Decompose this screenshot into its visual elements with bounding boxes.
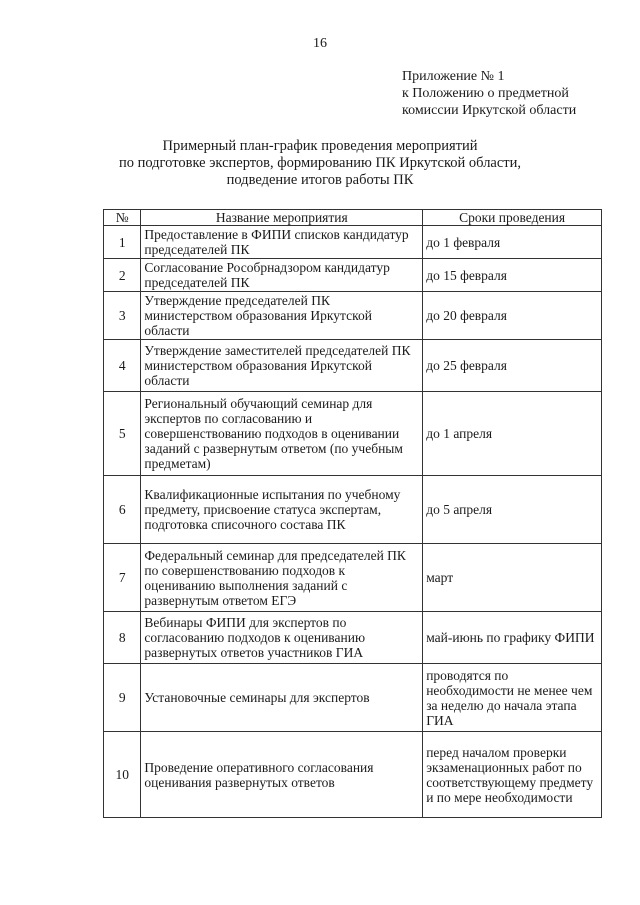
row-num: 4 xyxy=(104,340,141,392)
table-row xyxy=(104,664,602,732)
table-row xyxy=(104,392,602,476)
row-name: Установочные семинары для экспертов xyxy=(141,664,423,732)
table-row xyxy=(104,544,602,612)
row-name: Федеральный семинар для председателей ПК по совершенствованию подходов к оцениванию выполнения заданий с развернутым ответом ЕГЭ xyxy=(141,544,423,612)
row-num: 8 xyxy=(104,612,141,664)
row-deadline: до 1 февраля xyxy=(423,226,602,259)
header-name: Название мероприятия xyxy=(141,210,423,226)
row-name: Вебинары ФИПИ для экспертов по согласованию подходов к оцениванию развернутых ответов участников ГИА xyxy=(141,612,423,664)
appendix-note xyxy=(402,68,576,119)
row-deadline: до 1 апреля xyxy=(423,392,602,476)
appendix-line: к Положению о предметной xyxy=(402,86,569,101)
row-deadline: проводятся по необходимости не менее чем за неделю до начала этапа ГИА xyxy=(423,664,602,732)
table-row xyxy=(104,226,602,259)
table-row xyxy=(104,476,602,544)
page-number: 16 xyxy=(313,36,327,51)
schedule-table xyxy=(103,209,602,818)
row-name: Региональный обучающий семинар для экспертов по согласованию и совершенствованию подходов в оценивании заданий с развернутым ответом (по учебным предметам) xyxy=(141,392,423,476)
appendix-line: Приложение № 1 xyxy=(402,69,505,84)
table-row xyxy=(104,259,602,292)
row-deadline: до 15 февраля xyxy=(423,259,602,292)
row-deadline: до 25 февраля xyxy=(423,340,602,392)
row-deadline: май-июнь по графику ФИПИ xyxy=(423,612,602,664)
row-name: Утверждение заместителей председателей ПК министерством образования Иркутской области xyxy=(141,340,423,392)
title-line: подведение итогов работы ПК xyxy=(226,172,414,188)
table-row xyxy=(104,340,602,392)
row-deadline: март xyxy=(423,544,602,612)
row-num: 10 xyxy=(104,732,141,818)
row-num: 9 xyxy=(104,664,141,732)
title-line: Примерный план-график проведения мероприятий xyxy=(162,138,478,154)
header-deadline: Сроки проведения xyxy=(423,210,602,226)
row-name: Квалификационные испытания по учебному предмету, присвоение статуса экспертам, подготовка списочного состава ПК xyxy=(141,476,423,544)
document-title xyxy=(0,138,640,189)
row-num: 3 xyxy=(104,292,141,340)
row-name: Предоставление в ФИПИ списков кандидатур председателей ПК xyxy=(141,226,423,259)
row-deadline: перед началом проверки экзаменационных работ по соответствующему предмету и по мере необходимости xyxy=(423,732,602,818)
row-name: Согласование Рособрнадзором кандидатур председателей ПК xyxy=(141,259,423,292)
table-row xyxy=(104,292,602,340)
row-name: Проведение оперативного согласования оценивания развернутых ответов xyxy=(141,732,423,818)
row-deadline: до 20 февраля xyxy=(423,292,602,340)
header-num: № xyxy=(104,210,141,226)
table-header-row xyxy=(104,210,602,226)
title-line: по подготовке экспертов, формированию ПК Иркутской области, xyxy=(118,155,522,171)
row-num: 6 xyxy=(104,476,141,544)
table-row xyxy=(104,612,602,664)
row-deadline: до 5 апреля xyxy=(423,476,602,544)
row-num: 5 xyxy=(104,392,141,476)
appendix-line: комиссии Иркутской области xyxy=(402,103,577,118)
row-name: Утверждение председателей ПК министерством образования Иркутской области xyxy=(141,292,423,340)
row-num: 1 xyxy=(104,226,141,259)
row-num: 7 xyxy=(104,544,141,612)
row-num: 2 xyxy=(104,259,141,292)
table-row xyxy=(104,732,602,818)
